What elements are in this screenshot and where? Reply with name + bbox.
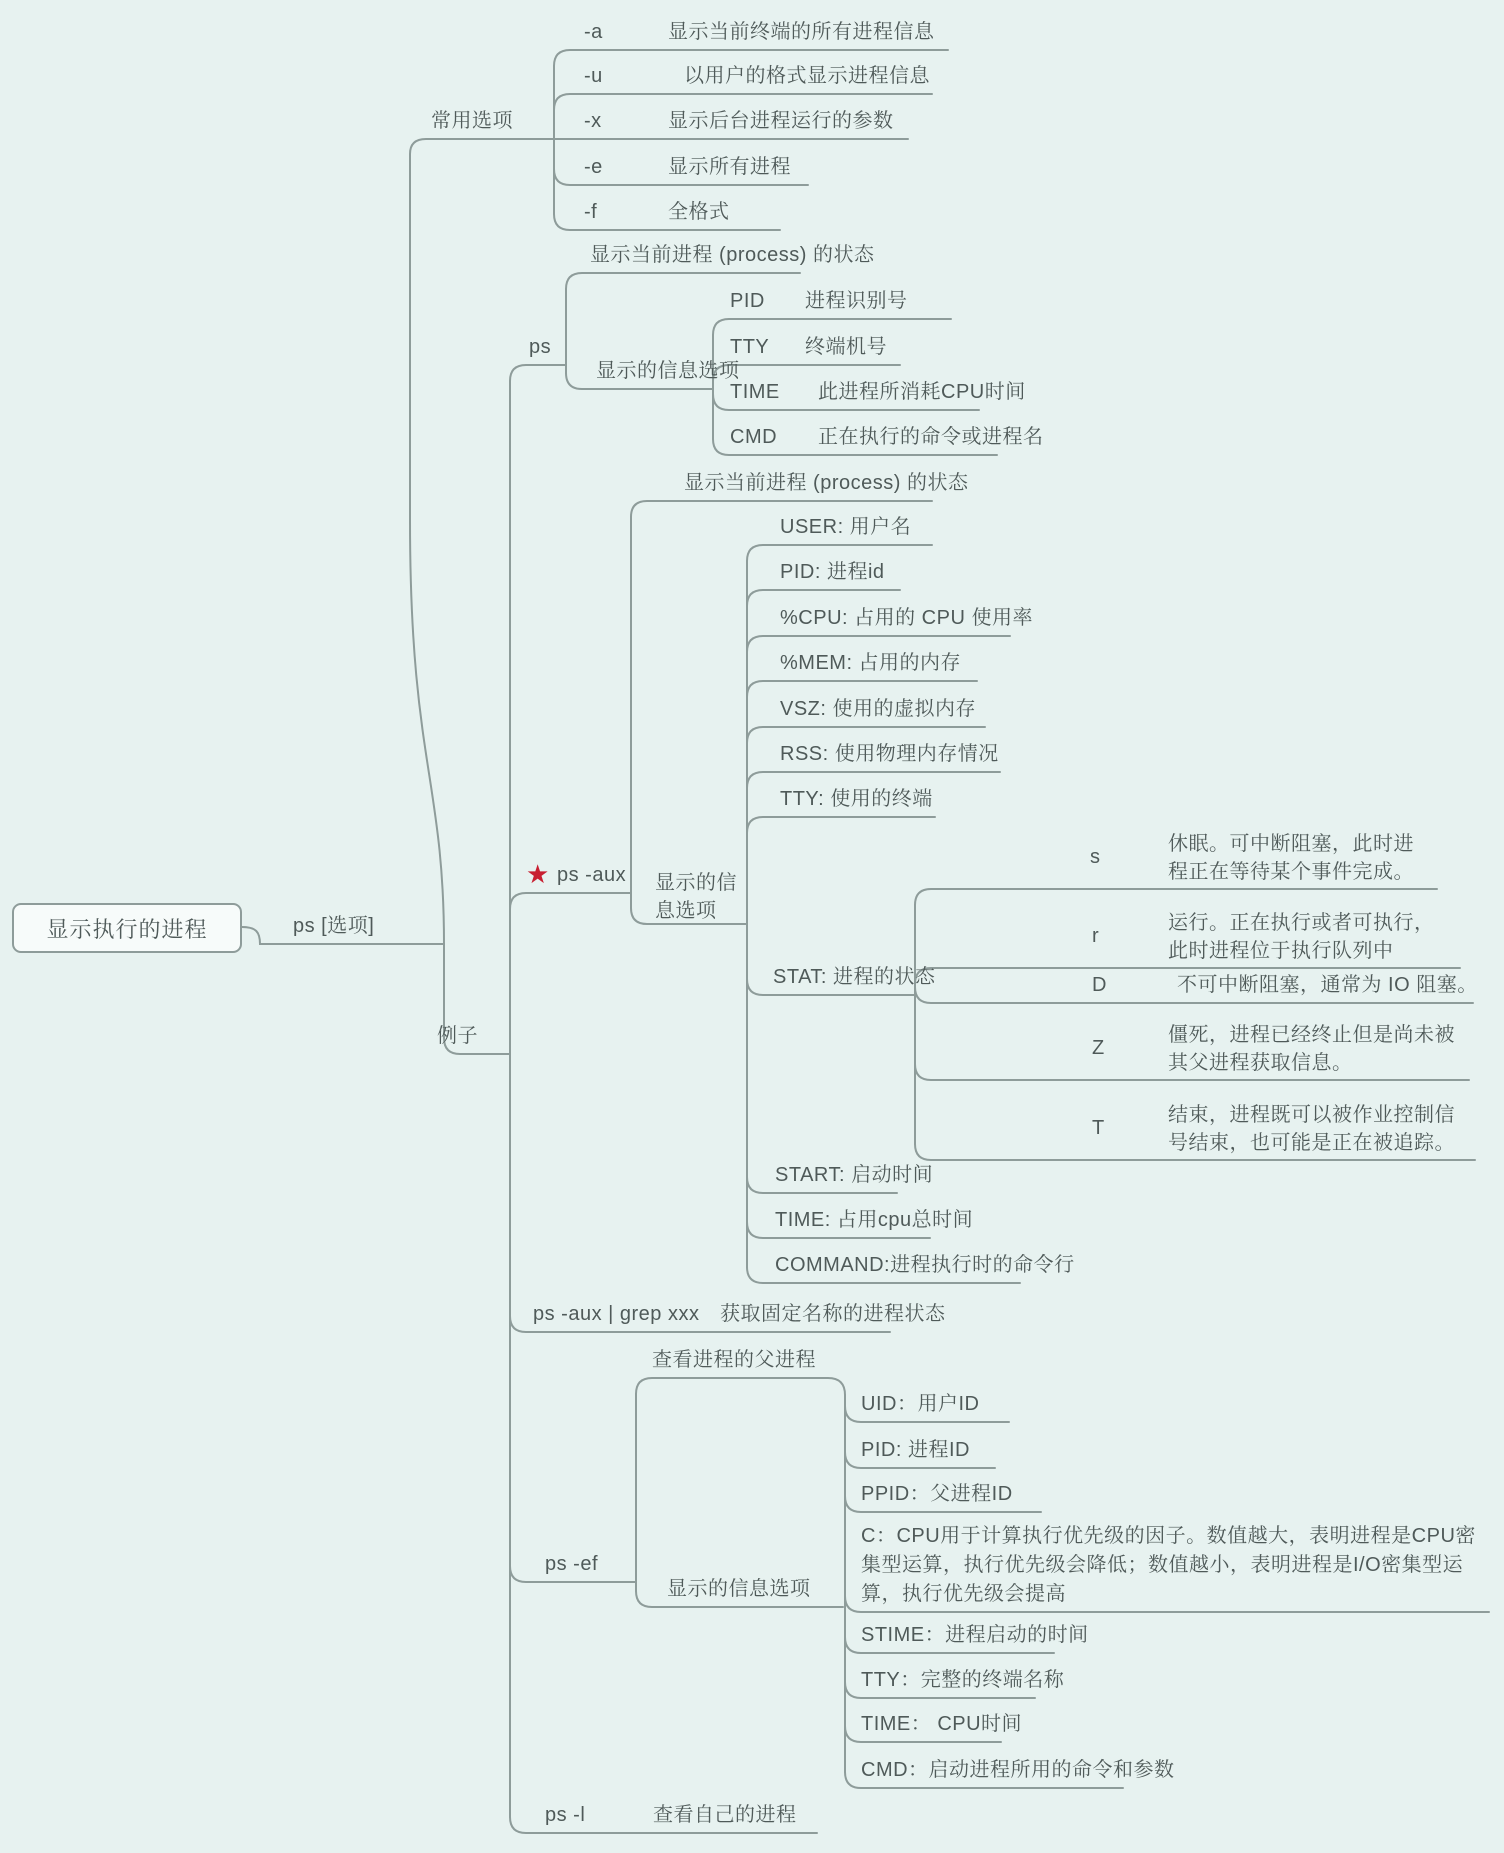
aux-col-cpu[interactable]: %CPU: 占用的 CPU 使用率: [780, 607, 1033, 629]
root-node[interactable]: 显示执行的进程: [12, 903, 242, 953]
stat-r-key[interactable]: r: [1092, 925, 1100, 947]
aux-col-pid[interactable]: PID: 进程id: [780, 561, 885, 583]
node-ps-ef[interactable]: ps -ef: [545, 1553, 599, 1575]
option-a-desc[interactable]: 显示当前终端的所有进程信息: [668, 21, 935, 43]
aux-col-vsz[interactable]: VSZ: 使用的虚拟内存: [780, 698, 977, 720]
ps-grep-desc[interactable]: 获取固定名称的进程状态: [720, 1303, 946, 1325]
ps-l-desc[interactable]: 查看自己的进程: [653, 1804, 797, 1826]
ps-col-pid-desc[interactable]: 进程识别号: [805, 290, 908, 312]
ef-col-pid[interactable]: PID: 进程ID: [861, 1439, 970, 1461]
aux-col-rss[interactable]: RSS: 使用物理内存情况: [780, 743, 999, 765]
ps-col-cmd-desc[interactable]: 正在执行的命令或进程名: [818, 426, 1044, 448]
node-ps[interactable]: ps: [529, 336, 552, 358]
node-command[interactable]: ps [选项]: [293, 915, 375, 937]
ef-col-stime[interactable]: STIME：进程启动的时间: [861, 1624, 1089, 1646]
ef-col-c[interactable]: C：CPU用于计算执行优先级的因子。数值越大，表明进程是CPU密集型运算，执行优先级会降低；数值越小，表明进程是I/O密集型运算，执行优先级会提高: [861, 1525, 1476, 1605]
aux-col-stat[interactable]: STAT: 进程的状态: [773, 966, 936, 988]
ps-col-pid-key[interactable]: PID: [730, 290, 765, 312]
aux-col-start[interactable]: START: 启动时间: [775, 1164, 934, 1186]
aux-col-user[interactable]: USER: 用户名: [780, 516, 912, 538]
ps-col-time-desc[interactable]: 此进程所消耗CPU时间: [818, 381, 1026, 403]
node-ps-grep[interactable]: ps -aux | grep xxx: [533, 1303, 700, 1325]
stat-t-key[interactable]: T: [1092, 1117, 1105, 1139]
option-f-desc[interactable]: 全格式: [668, 201, 730, 223]
option-f-key[interactable]: -f: [584, 201, 598, 223]
option-u-desc[interactable]: 以用户的格式显示进程信息: [684, 65, 930, 87]
aux-col-command[interactable]: COMMAND:进程执行时的命令行: [775, 1254, 1075, 1276]
ps-col-tty-key[interactable]: TTY: [730, 336, 770, 358]
aux-col-tty[interactable]: TTY: 使用的终端: [780, 788, 933, 810]
ef-col-ppid[interactable]: PPID：父进程ID: [861, 1483, 1013, 1505]
node-examples[interactable]: 例子: [437, 1025, 478, 1047]
ps-col-time-key[interactable]: TIME: [730, 381, 780, 403]
ps-col-cmd-key[interactable]: CMD: [730, 426, 778, 448]
stat-z-desc[interactable]: 僵死，进程已经终止但是尚未被其父进程获取信息。: [1168, 1024, 1455, 1074]
stat-d-key[interactable]: D: [1092, 974, 1107, 996]
ps-aux-desc[interactable]: 显示当前进程 (process) 的状态: [684, 472, 969, 494]
ps-desc[interactable]: 显示当前进程 (process) 的状态: [590, 244, 875, 266]
ps-ef-desc[interactable]: 查看进程的父进程: [652, 1349, 816, 1371]
stat-r-desc[interactable]: 运行。正在执行或者可执行，此时进程位于执行队列中: [1168, 912, 1435, 962]
ps-col-tty-desc[interactable]: 终端机号: [805, 336, 887, 358]
option-x-desc[interactable]: 显示后台进程运行的参数: [668, 110, 894, 132]
stat-s-desc[interactable]: 休眠。可中断阻塞，此时进程正在等待某个事件完成。: [1168, 833, 1414, 883]
stat-z-key[interactable]: Z: [1092, 1037, 1105, 1059]
node-ps-aux[interactable]: ps -aux: [557, 864, 627, 886]
ef-col-tty[interactable]: TTY：完整的终端名称: [861, 1669, 1065, 1691]
aux-col-time[interactable]: TIME: 占用cpu总时间: [775, 1209, 974, 1231]
ps-aux-info-label[interactable]: 显示的信息选项: [655, 872, 737, 922]
option-x-key[interactable]: -x: [584, 110, 602, 132]
option-e-desc[interactable]: 显示所有进程: [668, 156, 791, 178]
aux-col-mem[interactable]: %MEM: 占用的内存: [780, 652, 962, 674]
option-e-key[interactable]: -e: [584, 156, 603, 178]
option-a-key[interactable]: -a: [584, 21, 603, 43]
node-common-options[interactable]: 常用选项: [431, 110, 513, 132]
option-u-key[interactable]: -u: [584, 65, 603, 87]
stat-t-desc[interactable]: 结束，进程既可以被作业控制信号结束，也可能是正在被追踪。: [1168, 1104, 1455, 1154]
ef-col-time[interactable]: TIME： CPU时间: [861, 1713, 1023, 1735]
star-icon: ★: [526, 859, 550, 889]
ef-col-uid[interactable]: UID：用户ID: [861, 1393, 980, 1415]
ef-col-cmd[interactable]: CMD：启动进程所用的命令和参数: [861, 1759, 1175, 1781]
node-ps-l[interactable]: ps -l: [545, 1804, 586, 1826]
stat-s-key[interactable]: s: [1090, 846, 1101, 868]
ps-info-label[interactable]: 显示的信息选项: [596, 360, 740, 382]
ps-ef-info-label[interactable]: 显示的信息选项: [667, 1578, 811, 1600]
stat-d-desc[interactable]: 不可中断阻塞，通常为 IO 阻塞。: [1177, 974, 1478, 996]
